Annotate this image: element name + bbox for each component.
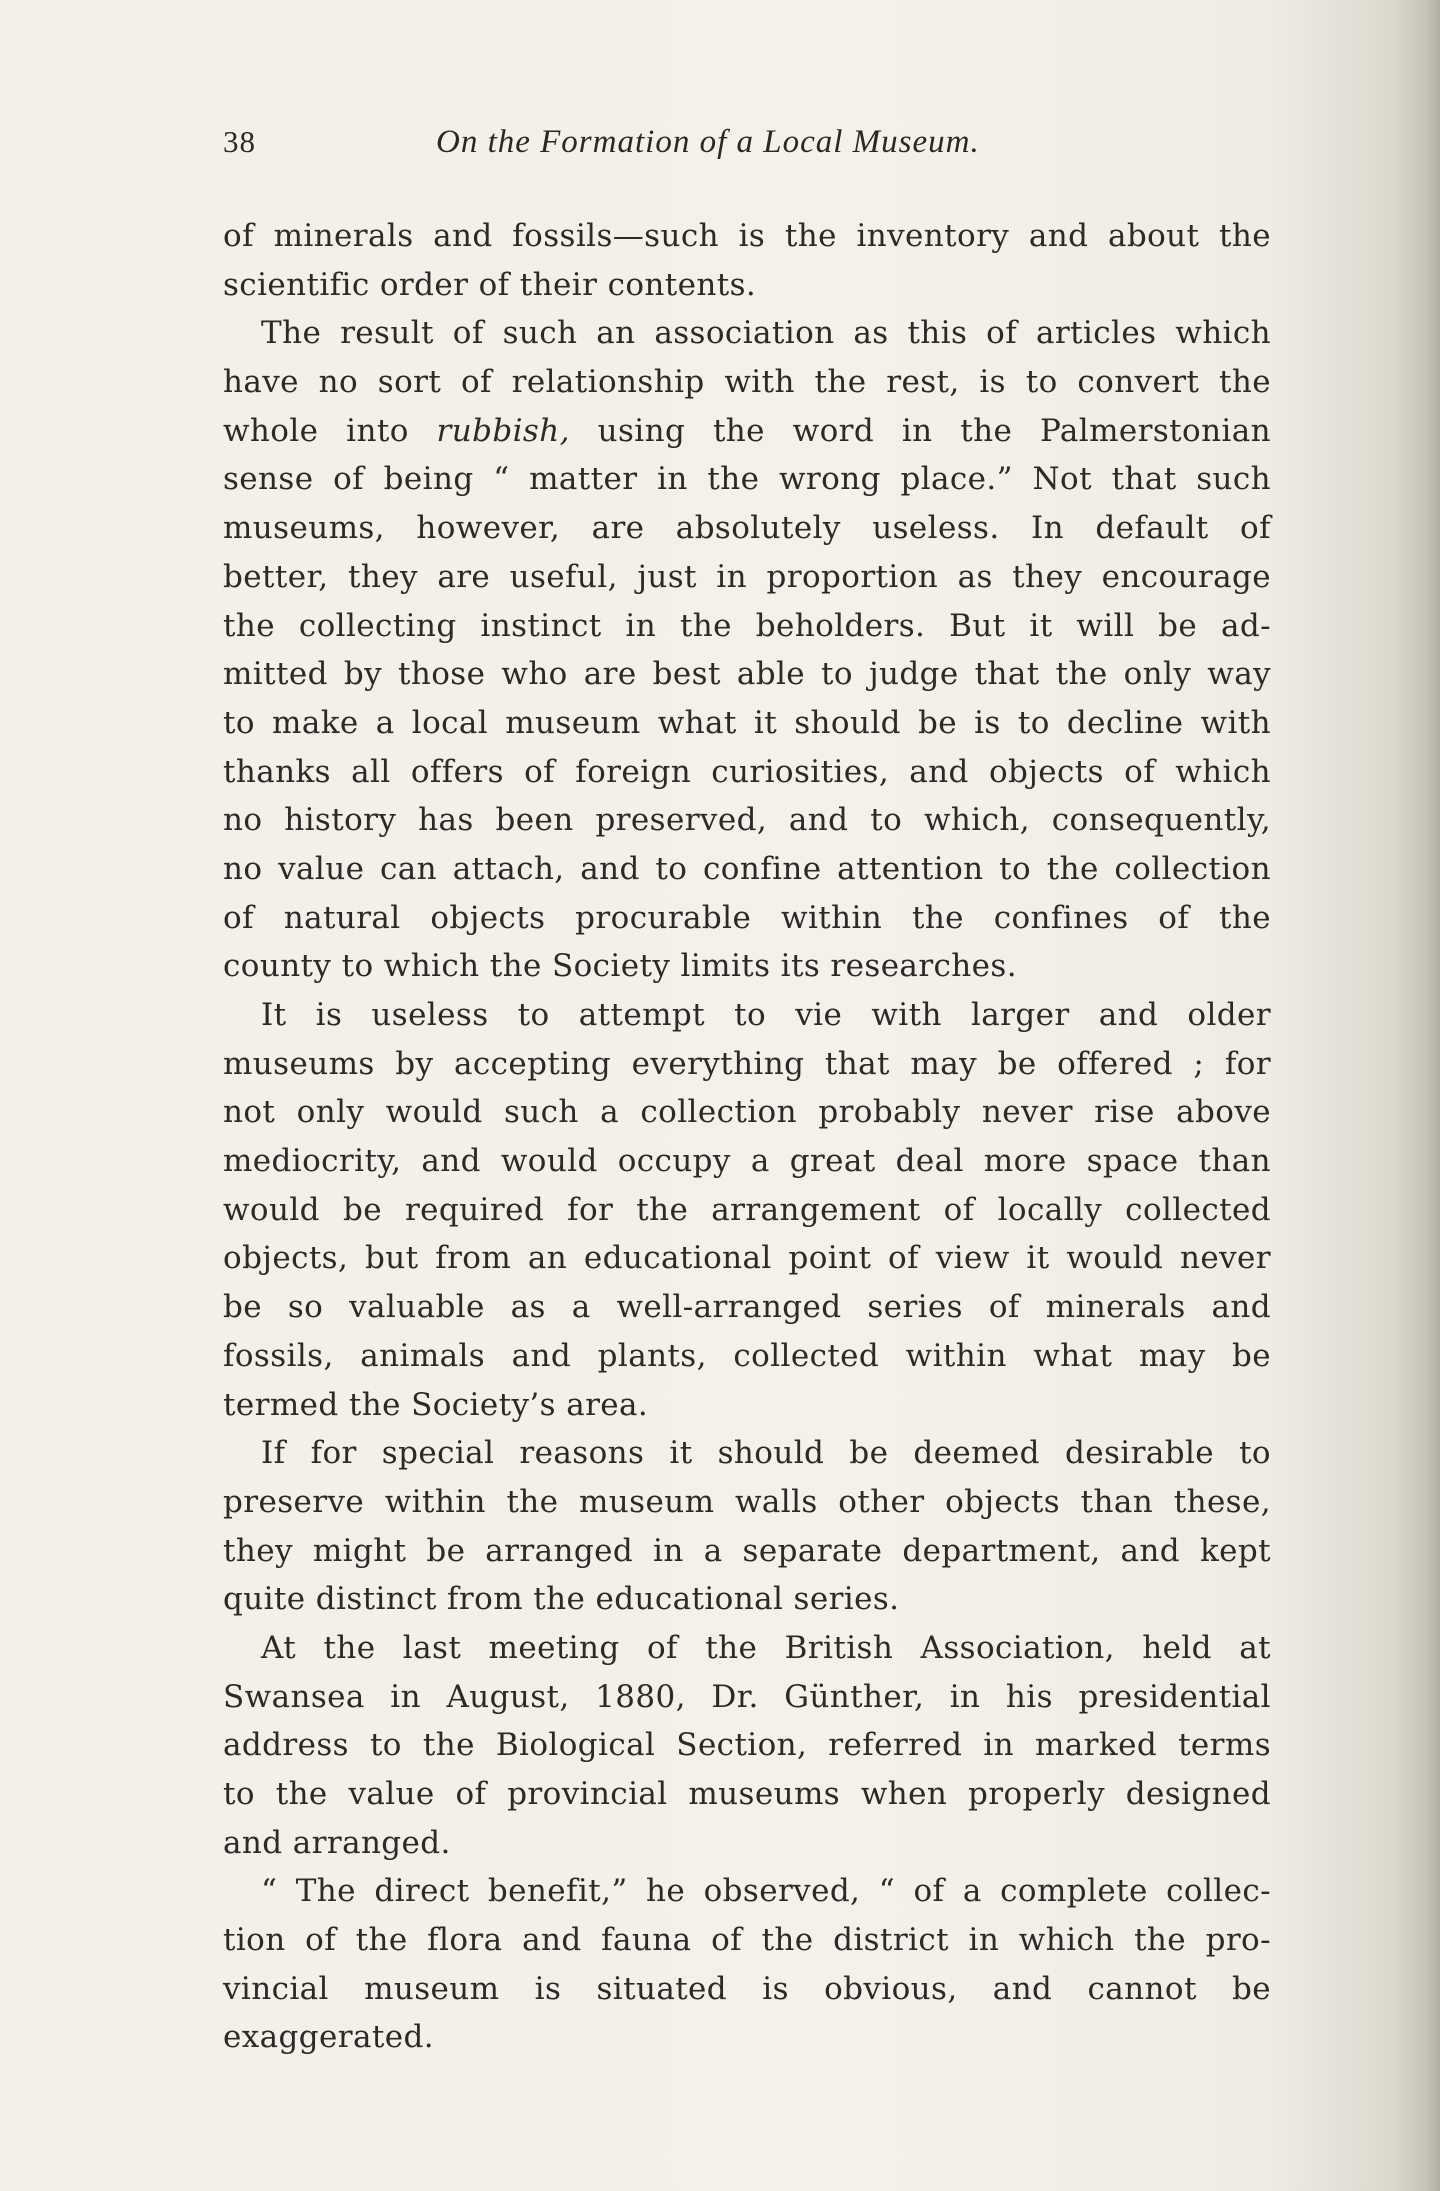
text-line: Swansea in August, 1880, Dr. Günther, in his presidential — [223, 1678, 1271, 1715]
text-line: of natural objects procurable within the confines of the — [223, 899, 1271, 936]
text-line: no history has been preserved, and to which, consequently, — [223, 802, 1271, 839]
text-line: the collecting instinct in the beholders. But it will be ad- — [223, 607, 1271, 644]
text-line: museums by accepting everything that may be offered ; for — [223, 1045, 1271, 1082]
text-line: vincial museum is situated is obvious, and cannot be — [223, 1970, 1271, 2007]
text-line: mediocrity, and would occupy a great deal more space than — [223, 1143, 1271, 1180]
text-line: sense of being “ matter in the wrong place.” Not that such — [223, 461, 1271, 498]
text-line: objects, but from an educational point of view it would never — [223, 1240, 1271, 1277]
text-line: scientific order of their contents. — [223, 266, 757, 303]
text-line: county to which the Society limits its researches. — [223, 948, 1017, 985]
text-line: better, they are useful, just in proportion as they encourage — [223, 558, 1271, 595]
text-line: of minerals and fossils—such is the inventory and about the — [223, 218, 1271, 254]
text-line: and arranged. — [223, 1824, 451, 1861]
text-line: termed the Society’s area. — [223, 1386, 649, 1423]
text-line: At the last meeting of the British Association, held at — [261, 1629, 1271, 1666]
text-line: be so valuable as a well-arranged series of minerals and — [223, 1289, 1271, 1326]
text-line: museums, however, are absolutely useless. In default of — [223, 510, 1271, 547]
text-line: quite distinct from the educational series. — [223, 1581, 900, 1618]
text-line: address to the Biological Section, referred in marked terms — [223, 1727, 1271, 1764]
text-line — [223, 407, 1271, 456]
text-line: “ The direct benefit,” he observed, “ of a complete collec- — [261, 1873, 1271, 1910]
text-line: thanks all offers of foreign curiosities, and objects of which — [223, 753, 1271, 790]
text-line: exaggerated. — [223, 2019, 434, 2056]
text-line: tion of the flora and fauna of the district in which the pro- — [223, 1922, 1271, 1959]
text-line: It is useless to attempt to vie with larger and older — [261, 997, 1271, 1033]
text-line: The result of such an association as this of articles which — [261, 315, 1271, 352]
text-line: mitted by those who are best able to judge that the only way — [223, 656, 1271, 693]
text-line: preserve within the museum walls other objects than these, — [223, 1483, 1271, 1520]
text-line: not only would such a collection probably never rise above — [223, 1094, 1271, 1131]
running-title: On the Formation of a Local Museum. — [436, 124, 980, 160]
text-fragment: using the word in the Palmerstonian — [569, 412, 1271, 449]
text-line: fossils, animals and plants, collected within what may be — [223, 1337, 1271, 1374]
text-line: they might be arranged in a separate department, and kept — [223, 1532, 1271, 1569]
text-line: have no sort of relationship with the rest, is to convert the — [223, 364, 1271, 401]
text-line: to make a local museum what it should be is to decline with — [223, 704, 1271, 741]
italic-word: rubbish, — [436, 412, 570, 449]
text-line: If for special reasons it should be deemed desirable to — [261, 1435, 1271, 1472]
page-edge-shadow — [1394, 0, 1440, 2191]
page-header — [223, 124, 1273, 174]
page-number: 38 — [223, 124, 256, 159]
text-line: to the value of provincial museums when properly designed — [223, 1776, 1271, 1812]
text-fragment: whole into — [223, 412, 437, 449]
text-line: would be required for the arrangement of locally collected — [223, 1191, 1271, 1228]
body-text — [223, 212, 1271, 2062]
text-line: no value can attach, and to confine attention to the collection — [223, 850, 1271, 887]
